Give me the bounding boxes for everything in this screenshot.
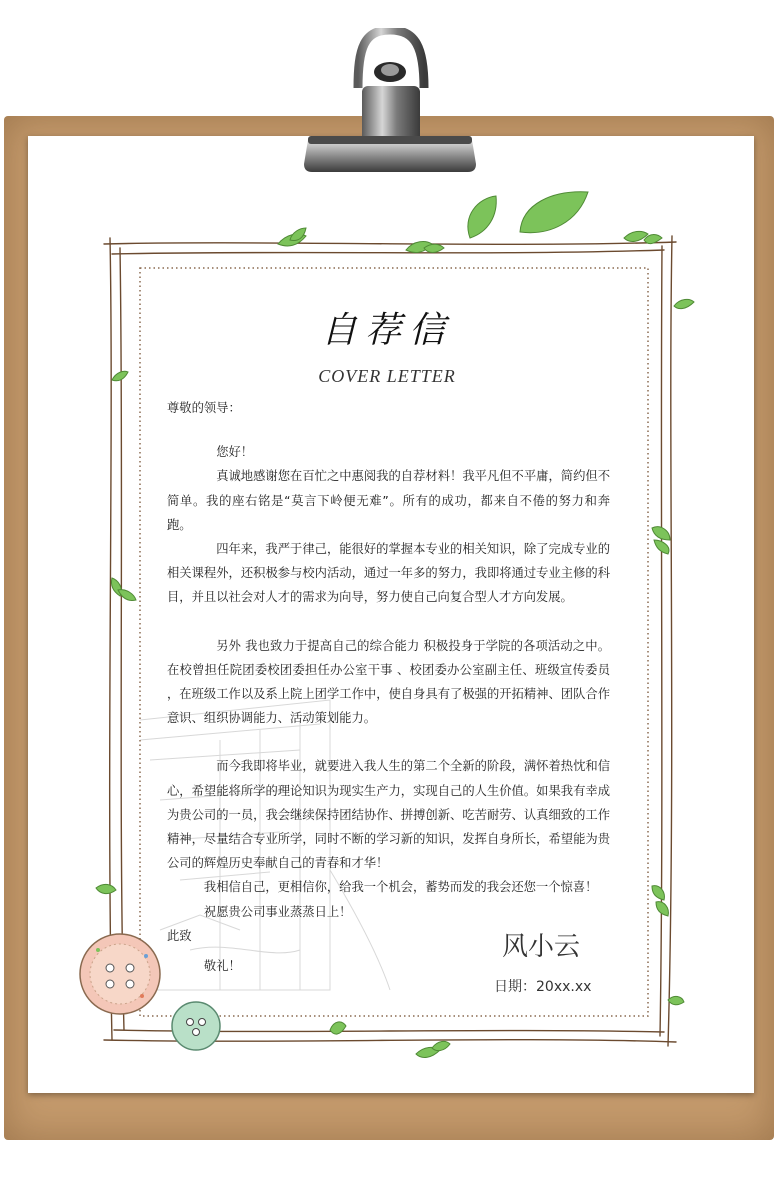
closing-ci-zhi: 此致 [167,928,192,943]
paragraph-future: 而今我即将毕业，就要进入我人生的第二个全新的阶段，满怀着热忱和信心，希望能将所学的理论知识为现实生产力，实现自己的人生价值。如果我有幸成为贵公司的一员，我会继续保持团结协作、拼搏创新、吃苦耐劳、认真细致的工作精神，尽量结合专业所学，同时不断的学习新的知识，发挥自身所长，希望能为贵公司的辉煌历史奉献自己的青春和才华！ [167,759,610,871]
salutation: 尊敬的领导： [167,401,241,415]
signature: 风小云 [502,932,581,962]
paragraph-intro: 真诚地感谢您在百忙之中惠阅我的自荐材料！我平凡但不平庸，简约但不简单。我的座右铭是“莫言下岭便无难”。所有的成功，都来自不倦的努力和奔跑。 [167,469,610,532]
letter-title: 自荐信 [320,310,453,351]
letter-subtitle: COVER LETTER [318,366,456,386]
closing-jing-li: 敬礼！ [203,959,241,974]
paragraph-wishes: 祝愿贵公司事业蒸蒸日上！ [203,904,352,919]
binder-clip [300,28,480,178]
letter-date: 日期：20xx.xx [494,979,592,995]
paragraph-activities: 另外 我也致力于提高自己的综合能力 积极投身于学院的各项活动之中。在校曾担任院团委校团委担任办公室干事 、校团委办公室副主任、班级宣传委员 ，在班级工作以及系上院上团学工作中，使自身具有了极强的开拓精神、团队合作意识、组织协调能力、活动策划能力。 [167,638,610,726]
paragraph-study: 四年来，我严于律己，能很好的掌握本专业的相关知识，除了完成专业的相关课程外，还积极参与校内活动，通过一年多的努力，我即将通过专业主修的科目，并且以社会对人才的需求为向导，努力使自己向复合型人才方向发展。 [167,542,610,605]
letter-body [167,396,610,978]
greeting: 您好！ [216,445,254,460]
paragraph-confidence: 我相信自己，更相信你，给我一个机会，蓄势而发的我会还您一个惊喜！ [203,880,598,895]
